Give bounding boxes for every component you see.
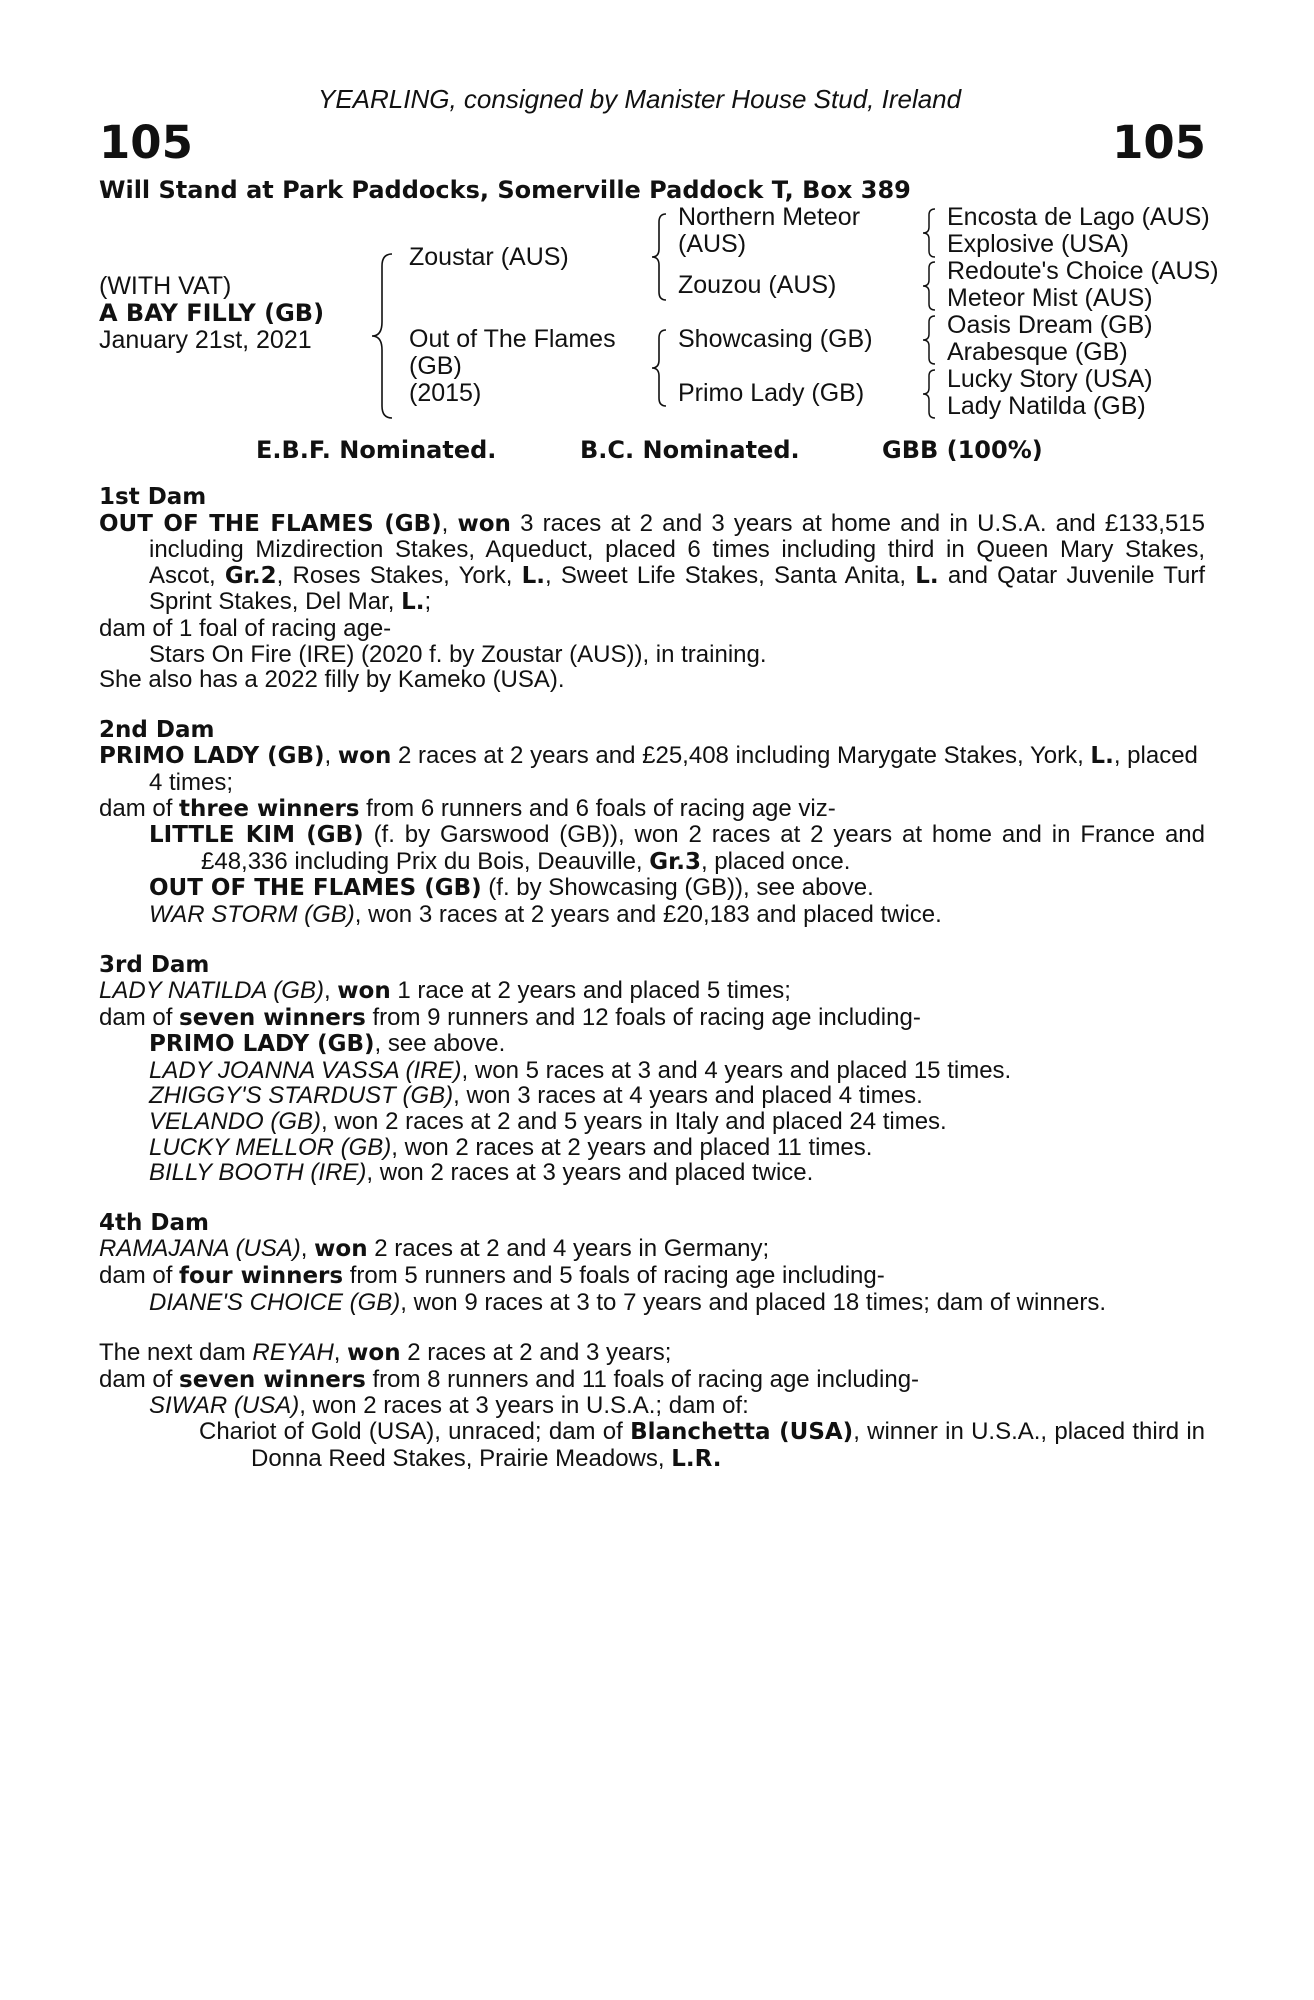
first-dam-foals: dam of 1 foal of racing age- [99,614,392,642]
list-item: LUCKY MELLOR (GB), won 2 races at 2 years and placed 11 times. [149,1133,873,1161]
pedigree-sire: Zoustar (AUS) [409,243,569,271]
first-dam-progeny: Stars On Fire (IRE) (2020 f. by Zoustar (AUS)), in training. [149,640,767,668]
pedigree-brace-g4 [921,368,939,420]
pedigree-g3-1: Encosta de Lago (AUS) [947,203,1210,231]
grade-label: Gr.2 [224,562,277,589]
next-dam-record: The next dam REYAH, won 2 races at 2 and 3 years; [99,1339,672,1367]
second-dam-name: PRIMO LADY (GB) [99,743,325,770]
pedigree-g3-7: Lucky Story (USA) [947,365,1153,393]
third-dam-heading: 3rd Dam [99,951,210,978]
pedigree-brace-g2 [921,260,939,312]
pedigree-g3-5: Oasis Dream (GB) [947,311,1153,339]
first-dam-heading: 1st Dam [99,484,207,510]
ebf-nomination: E.B.F. Nominated. [256,436,497,464]
pedigree-sire-sire-line1: Northern Meteor [678,203,861,231]
listed-label: L. [521,562,546,589]
horse-name: A BAY FILLY (GB) [99,299,325,327]
fourth-dam-heading: 4th Dam [99,1209,209,1236]
fourth-dam-produce: dam of four winners from 5 runners and 5 foals of racing age including- [99,1262,885,1290]
third-dam-section [99,953,1205,1186]
pedigree-brace-g3 [921,314,939,366]
listed-label: L. [401,589,425,616]
fourth-dam-section [99,1211,1205,1315]
produce-record [99,485,1205,1497]
pedigree-g3-8: Lady Natilda (GB) [947,392,1146,420]
list-item: LADY JOANNA VASSA (IRE), won 5 races at 3 and 4 years and placed 15 times. [149,1056,1012,1084]
pedigree-dam-dam: Primo Lady (GB) [678,379,865,407]
first-dam-section [99,485,1205,693]
vat-note: (WITH VAT) [99,272,232,300]
foaling-date: January 21st, 2021 [99,326,312,354]
pedigree-sire-dam: Zouzou (AUS) [678,271,837,299]
pedigree-brace-dam [650,328,670,408]
second-dam-record: PRIMO LADY (GB), won 2 races at 2 years and £25,408 including Marygate Stakes, York, L., placed 4 times; [99,742,1198,796]
pedigree-sire-sire-line2: (AUS) [678,230,747,258]
first-dam-note: She also has a 2022 filly by Kameko (USA). [99,666,565,694]
list-item: ZHIGGY'S STARDUST (GB), won 3 races at 4 years and placed 4 times. [149,1082,923,1110]
fourth-dam-record: RAMAJANA (USA), won 2 races at 2 and 4 years in Germany; [99,1235,770,1263]
list-item: PRIMO LADY (GB), see above. [149,1030,506,1058]
second-dam-section [99,718,1205,928]
pedigree-g3-2: Explosive (USA) [947,230,1129,258]
pedigree-dam-sire: Showcasing (GB) [678,325,873,353]
third-dam-produce: dam of seven winners from 9 runners and 12 foals of racing age including- [99,1003,921,1031]
pedigree-brace-main [370,252,400,422]
pedigree-g3-6: Arabesque (GB) [947,338,1128,366]
pedigree-dam-line1: Out of The Flames [409,325,616,353]
list-item: SIWAR (USA), won 2 races at 3 years in U.S.A.; dam of: [149,1392,749,1420]
stand-info: Will Stand at Park Paddocks, Somerville Paddock T, Box 389 [99,176,911,204]
pedigree-brace-sire [650,212,670,302]
next-dam-produce: dam of seven winners from 8 runners and 11 foals of racing age including- [99,1365,920,1393]
pedigree-brace-g1 [921,207,939,259]
won-label: won [457,510,511,537]
list-item: BILLY BOOTH (IRE), won 2 races at 3 years and placed twice. [149,1159,814,1187]
gbb-rating: GBB (100%) [882,436,1043,464]
list-item: WAR STORM (GB), won 3 races at 2 years and £20,183 and placed twice. [149,900,942,928]
second-dam-heading: 2nd Dam [99,716,215,743]
pedigree-g3-4: Meteor Mist (AUS) [947,284,1153,312]
third-dam-record: LADY NATILDA (GB), won 1 race at 2 years and placed 5 times; [99,977,791,1005]
listed-label: L. [915,562,939,589]
fourth-dam-name: RAMAJANA (USA) [99,1235,301,1263]
list-item: LITTLE KIM (GB) (f. by Garswood (GB)), won 2 races at 2 years at home and in France and £48,336 including Prix du Bois, Deauville, Gr.3, placed once. [149,821,1206,875]
first-dam-name: OUT OF THE FLAMES (GB) [99,510,442,537]
pedigree-dam-line3: (2015) [409,379,482,407]
pedigree-dam-line2: (GB) [409,352,462,380]
next-dam-name: REYAH [252,1339,334,1367]
consignment-line: YEARLING, consigned by Manister House Stud, Ireland [318,84,962,114]
first-dam-record: OUT OF THE FLAMES (GB), won 3 races at 2 and 3 years at home and in U.S.A. and £133,515 including Mizdirection Stakes, Aqueduct, placed 6 times including third in Queen Mary Stakes, Ascot, Gr.2, Roses Stakes, York, L., Sweet Life Stakes, Santa Anita, L. and Qatar Juvenile Turf Sprint Stakes, Del Mar, L.; [99,509,1206,616]
next-dam-section [99,1340,1205,1472]
list-item: VELANDO (GB), won 2 races at 2 and 5 years in Italy and placed 24 times. [149,1108,947,1136]
second-dam-produce: dam of three winners from 6 runners and 6 foals of racing age viz- [99,794,836,822]
lot-number-right: 105 [1112,116,1206,169]
list-item: DIANE'S CHOICE (GB), won 9 races at 3 to 7 years and placed 18 times; dam of winners. [149,1288,1106,1316]
bc-nomination: B.C. Nominated. [580,436,800,464]
list-item: Chariot of Gold (USA), unraced; dam of Blanchetta (USA), winner in U.S.A., placed third in Donna Reed Stakes, Prairie Meadows, L.R. [199,1418,1205,1472]
lot-number-left: 105 [99,116,193,169]
pedigree-g3-3: Redoute's Choice (AUS) [947,257,1219,285]
list-item: OUT OF THE FLAMES (GB) (f. by Showcasing (GB)), see above. [149,874,874,902]
third-dam-name: LADY NATILDA (GB) [99,977,324,1005]
